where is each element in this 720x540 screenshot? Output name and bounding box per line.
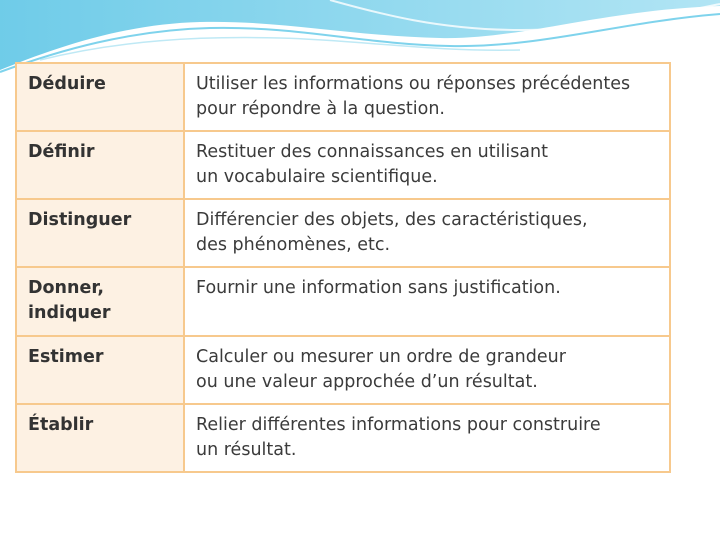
table-row <box>16 131 670 199</box>
definition-cell <box>184 199 670 267</box>
definition-text: Restituer des connaissances en utilisant <box>196 142 548 162</box>
definition-cell <box>184 267 670 336</box>
definition-text: Différencier des objets, des caractéristiques, <box>196 210 588 230</box>
definition-cell <box>184 131 670 199</box>
term-cell <box>16 131 184 199</box>
table-row <box>16 404 670 472</box>
table-row <box>16 63 670 131</box>
definition-text: des phénomènes, etc. <box>196 235 391 255</box>
definition-text: Fournir une information sans justification. <box>196 278 561 298</box>
term-cell <box>16 267 184 336</box>
definition-cell <box>184 336 670 404</box>
definition-text: un résultat. <box>196 440 297 460</box>
term-text: Distinguer <box>28 210 132 230</box>
table-row <box>16 267 670 336</box>
term-text: Donner, <box>28 278 105 298</box>
term-cell <box>16 63 184 131</box>
definition-text: pour répondre à la question. <box>196 99 445 119</box>
term-cell <box>16 404 184 472</box>
term-cell <box>16 336 184 404</box>
term-text: Établir <box>28 415 94 435</box>
definition-text: un vocabulaire scientifique. <box>196 167 438 187</box>
definition-text: ou une valeur approchée d’un résultat. <box>196 372 538 392</box>
term-cell <box>16 199 184 267</box>
definition-text: Calculer ou mesurer un ordre de grandeur <box>196 347 566 367</box>
definition-text: Relier différentes informations pour construire <box>196 415 601 435</box>
term-text: indiquer <box>28 303 111 323</box>
term-text: Estimer <box>28 347 104 367</box>
definition-cell <box>184 63 670 131</box>
term-text: Déduire <box>28 74 106 94</box>
term-text: Définir <box>28 142 95 162</box>
vocabulary-table <box>15 62 671 473</box>
definition-cell <box>184 404 670 472</box>
table-row <box>16 336 670 404</box>
table-row <box>16 199 670 267</box>
definition-text: Utiliser les informations ou réponses précédentes <box>196 74 631 94</box>
